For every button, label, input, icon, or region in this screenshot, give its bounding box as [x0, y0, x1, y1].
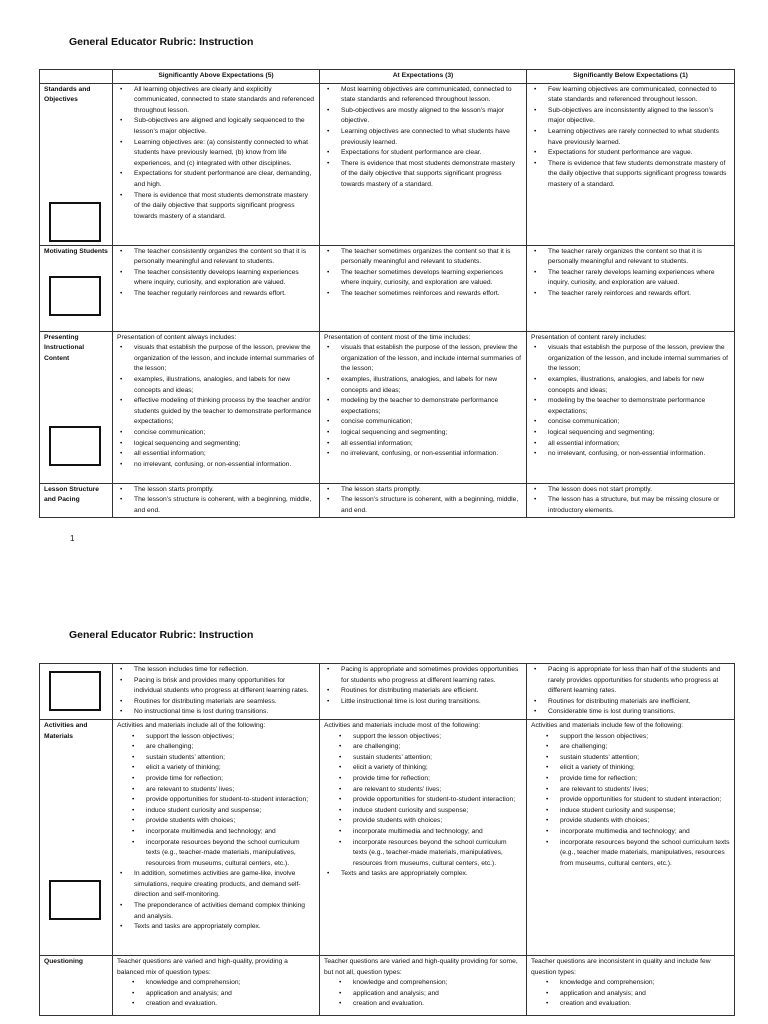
list-item: • The teacher consistently develops learning experiences where inquiry, curiosity, and exploration are valued.	[134, 268, 315, 289]
list-item: • are relevant to students’ lives;	[560, 785, 730, 796]
cell-below	[527, 664, 735, 720]
cell-intro: Presentation of content most of the time includes:	[324, 333, 471, 341]
cell-above	[113, 955, 320, 1015]
list-item: • logical sequencing and segmenting;	[341, 428, 522, 439]
score-box[interactable]	[49, 426, 101, 466]
cell-intro: Presentation of content always includes:	[117, 333, 237, 341]
list-item: • incorporate multimedia and technology; and	[560, 827, 730, 838]
list-item: • examples, illustrations, analogies, and labels for new concepts and ideas;	[548, 375, 730, 396]
list-item: • concise communication;	[341, 417, 522, 428]
cell-above	[113, 483, 320, 518]
page-title: General Educator Rubric: Instruction	[69, 36, 254, 48]
list-item: • The preponderance of activities demand complex thinking and analysis.	[134, 901, 315, 922]
cell-intro: Activities and materials include few of the following:	[531, 721, 684, 729]
list-item: • knowledge and comprehension;	[353, 978, 522, 989]
list-item: • sustain students’ attention;	[353, 753, 522, 764]
page-title: General Educator Rubric: Instruction	[69, 629, 254, 641]
list-item: • Little instructional time is lost during transitions.	[341, 697, 522, 708]
list-item: • The lesson starts promptly.	[341, 485, 522, 496]
list-item: • visuals that establish the purpose of the lesson, preview the organization of the lesson, and include internal summaries of the lesson;	[548, 343, 730, 375]
header-at: At Expectations (3)	[320, 70, 527, 84]
row-label	[40, 331, 113, 483]
list-item: • are challenging;	[353, 742, 522, 753]
list-item: • The teacher sometimes reinforces and rewards effort.	[341, 289, 522, 300]
list-item: • Pacing is brisk and provides many opportunities for individual students who progress at different learning rates.	[134, 676, 315, 697]
list-item: • In addition, sometimes activities are game-like, involve simulations, require creating products, and demand self-direction and self-monitoring.	[134, 869, 315, 901]
list-item: • The teacher rarely organizes the content so that it is personally meaningful and relevant to students.	[548, 247, 730, 268]
list-item: • no irrelevant, confusing, or non-essential information.	[134, 460, 315, 471]
list-item: • Learning objectives are connected to what students have previously learned.	[341, 127, 522, 148]
list-item: • support the lesson objectives;	[353, 732, 522, 743]
list-item: • Routines for distributing materials are seamless.	[134, 697, 315, 708]
list-item: • The lesson does not start promptly.	[548, 485, 730, 496]
row-label-text: Lesson Structure and Pacing	[44, 485, 99, 504]
score-box[interactable]	[49, 671, 101, 711]
list-item: • The teacher rarely develops learning experiences where inquiry, curiosity, and exploration are valued.	[548, 268, 730, 289]
rubric-table	[39, 663, 735, 1016]
list-item: • Expectations for student performance are clear, demanding, and high.	[134, 169, 315, 190]
table-row	[40, 483, 735, 518]
list-item: • provide students with choices;	[353, 816, 522, 827]
list-item: • Routines for distributing materials are inefficient.	[548, 697, 730, 708]
row-label-text: Motivating Students	[44, 247, 108, 255]
list-item: • Considerable time is lost during transitions.	[548, 707, 730, 718]
row-label	[40, 483, 113, 518]
list-item: • concise communication;	[134, 428, 315, 439]
cell-at	[320, 331, 527, 483]
cell-above	[113, 664, 320, 720]
row-label	[40, 719, 113, 955]
list-item: • visuals that establish the purpose of the lesson, preview the organization of the lesson, and include internal summaries of the lesson;	[134, 343, 315, 375]
list-item: • Routines for distributing materials are efficient.	[341, 686, 522, 697]
list-item: • Sub-objectives are inconsistently aligned to the lesson’s major objective.	[548, 106, 730, 127]
list-item: • support the lesson objectives;	[560, 732, 730, 743]
cell-at	[320, 83, 527, 245]
list-item: • knowledge and comprehension;	[560, 978, 730, 989]
list-item: • sustain students’ attention;	[146, 753, 315, 764]
list-item: • examples, illustrations, analogies, and labels for new concepts and ideas;	[134, 375, 315, 396]
list-item: • concise communication;	[548, 417, 730, 428]
table-row	[40, 331, 735, 483]
page-number: 1	[70, 534, 75, 543]
list-item: • provide time for reflection;	[353, 774, 522, 785]
score-box[interactable]	[49, 880, 101, 920]
cell-below	[527, 331, 735, 483]
table-row	[40, 245, 735, 331]
rubric-table	[39, 69, 735, 518]
cell-above	[113, 245, 320, 331]
list-item: • logical sequencing and segmenting;	[548, 428, 730, 439]
list-item: • provide opportunities for student-to-student interaction;	[353, 795, 522, 806]
list-item: • incorporate resources beyond the school curriculum texts (e.g., teacher-made materials, manipulatives, resources from museums, cultural centers, etc.).	[353, 838, 522, 870]
cell-intro: Activities and materials include most of the following:	[324, 721, 481, 729]
row-label-text: Questioning	[44, 957, 84, 965]
list-item: • creation and evaluation.	[560, 999, 730, 1010]
list-item: • provide students with choices;	[146, 816, 315, 827]
list-item: • Sub-objectives are aligned and logically sequenced to the lesson’s major objective.	[134, 116, 315, 137]
list-item: • Pacing is appropriate and sometimes provides opportunities for students who progress at different learning rates.	[341, 665, 522, 686]
list-item: • are challenging;	[560, 742, 730, 753]
list-item: • The teacher sometimes develops learning experiences where inquiry, curiosity, and exploration are valued.	[341, 268, 522, 289]
row-label	[40, 83, 113, 245]
list-item: • Expectations for student performance are clear.	[341, 148, 522, 159]
list-item: • induce student curiosity and suspense;	[146, 806, 315, 817]
list-item: • No instructional time is lost during transitions.	[134, 707, 315, 718]
list-item: • provide opportunities for student-to-student interaction;	[146, 795, 315, 806]
list-item: • are relevant to students’ lives;	[146, 785, 315, 796]
header-below: Significantly Below Expectations (1)	[527, 70, 735, 84]
list-item: • all essential information;	[548, 439, 730, 450]
cell-at	[320, 483, 527, 518]
list-item: • provide opportunities for student to student interaction;	[560, 795, 730, 806]
cell-below	[527, 483, 735, 518]
list-item: • provide time for reflection;	[146, 774, 315, 785]
cell-at	[320, 245, 527, 331]
list-item: • Learning objectives are rarely connected to what students have previously learned.	[548, 127, 730, 148]
list-item: • visuals that establish the purpose of the lesson, preview the organization of the lesson, and include internal summaries of the lesson;	[341, 343, 522, 375]
list-item: • The teacher regularly reinforces and rewards effort.	[134, 289, 315, 300]
list-item: • are challenging;	[146, 742, 315, 753]
list-item: • The lesson includes time for reflection.	[134, 665, 315, 676]
list-item: • There is evidence that few students demonstrate mastery of the daily objective that supports significant progress towards mastery of a standard.	[548, 159, 730, 191]
cell-intro: Teacher questions are varied and high-quality providing for some, but not all, question types:	[324, 957, 518, 976]
list-item: • The teacher consistently organizes the content so that it is personally meaningful and relevant to students.	[134, 247, 315, 268]
row-label-text: Activities and Materials	[44, 721, 88, 740]
list-item: • modeling by the teacher to demonstrate performance expectations;	[341, 396, 522, 417]
table-row	[40, 83, 735, 245]
list-item: • Texts and tasks are appropriately complex.	[341, 869, 522, 880]
table-row	[40, 719, 735, 955]
list-item: • sustain students’ attention;	[560, 753, 730, 764]
list-item: • The lesson has a structure, but may be missing closure or introductory elements.	[548, 495, 730, 516]
list-item: • The lesson’s structure is coherent, with a beginning, middle, and end.	[341, 495, 522, 516]
row-label	[40, 955, 113, 1015]
list-item: • The lesson starts promptly.	[134, 485, 315, 496]
list-item: • are relevant to students’ lives;	[353, 785, 522, 796]
list-item: • induce student curiosity and suspense;	[353, 806, 522, 817]
row-label	[40, 664, 113, 720]
list-item: • provide students with choices;	[560, 816, 730, 827]
row-label	[40, 245, 113, 331]
cell-intro: Presentation of content rarely includes:	[531, 333, 647, 341]
header-empty	[40, 70, 113, 84]
list-item: • Learning objectives are: (a) consistently connected to what students have previously learned, (b) know from life experiences, and (c) integrated with other disciplines.	[134, 138, 315, 170]
cell-above	[113, 719, 320, 955]
list-item: • logical sequencing and segmenting;	[134, 439, 315, 450]
cell-below	[527, 955, 735, 1015]
table-row	[40, 955, 735, 1015]
list-item: • application and analysis; and	[146, 989, 315, 1000]
list-item: • elicit a variety of thinking;	[146, 763, 315, 774]
list-item: • The teacher rarely reinforces and rewards effort.	[548, 289, 730, 300]
list-item: • support the lesson objectives;	[146, 732, 315, 743]
cell-at	[320, 664, 527, 720]
list-item: • creation and evaluation.	[353, 999, 522, 1010]
list-item: • application and analysis; and	[560, 989, 730, 1000]
list-item: • There is evidence that most students demonstrate mastery of the daily objective that supports significant progress towards mastery of a standard.	[341, 159, 522, 191]
list-item: • incorporate resources beyond the school curriculum texts (e.g., teacher-made materials, manipulatives, resources from museums, cultural centers, etc.).	[146, 838, 315, 870]
list-item: • incorporate multimedia and technology; and	[146, 827, 315, 838]
list-item: • incorporate multimedia and technology; and	[353, 827, 522, 838]
list-item: • Most learning objectives are communicated, connected to state standards and referenced throughout lesson.	[341, 85, 522, 106]
cell-intro: Teacher questions are inconsistent in quality and include few question types:	[531, 957, 711, 976]
list-item: • application and analysis; and	[353, 989, 522, 1000]
list-item: • modeling by the teacher to demonstrate performance expectations;	[548, 396, 730, 417]
cell-above	[113, 83, 320, 245]
list-item: • all essential information;	[134, 449, 315, 460]
score-box[interactable]	[49, 276, 101, 316]
list-item: • The lesson’s structure is coherent, with a beginning, middle, and end.	[134, 495, 315, 516]
cell-below	[527, 719, 735, 955]
list-item: • all essential information;	[341, 439, 522, 450]
list-item: • no irrelevant, confusing, or non-essential information.	[341, 449, 522, 460]
list-item: • induce student curiosity and suspense;	[560, 806, 730, 817]
list-item: • There is evidence that most students demonstrate mastery of the daily objective that supports significant progress towards mastery of a standard.	[134, 191, 315, 223]
list-item: • creation and evaluation.	[146, 999, 315, 1010]
score-box[interactable]	[49, 202, 101, 242]
header-above: Significantly Above Expectations (5)	[113, 70, 320, 84]
list-item: • elicit a variety of thinking;	[353, 763, 522, 774]
cell-intro: Activities and materials include all of the following:	[117, 721, 266, 729]
cell-below	[527, 245, 735, 331]
list-item: • no irrelevant, confusing, or non-essential information.	[548, 449, 730, 460]
list-item: • Sub-objectives are mostly aligned to the lesson’s major objective.	[341, 106, 522, 127]
list-item: • The teacher sometimes organizes the content so that it is personally meaningful and relevant to students.	[341, 247, 522, 268]
list-item: • Few learning objectives are communicated, connected to state standards and referenced throughout lesson.	[548, 85, 730, 106]
list-item: • incorporate resources beyond the school curriculum texts (e.g., teacher made materials, manipulatives, resources from museums, cultural centers, etc.).	[560, 838, 730, 870]
list-item: • examples, illustrations, analogies, and labels for new concepts and ideas;	[341, 375, 522, 396]
list-item: • provide time for reflection;	[560, 774, 730, 785]
table-row	[40, 664, 735, 720]
list-item: • elicit a variety of thinking;	[560, 763, 730, 774]
cell-below	[527, 83, 735, 245]
cell-intro: Teacher questions are varied and high-quality, providing a balanced mix of question types:	[117, 957, 288, 976]
row-label-text: Standards and Objectives	[44, 85, 91, 104]
cell-above	[113, 331, 320, 483]
list-item: • Expectations for student performance are vague.	[548, 148, 730, 159]
cell-at	[320, 955, 527, 1015]
row-label-text: Presenting Instructional Content	[44, 333, 85, 362]
list-item: • knowledge and comprehension;	[146, 978, 315, 989]
list-item: • Texts and tasks are appropriately complex.	[134, 922, 315, 933]
header-row	[40, 70, 735, 84]
list-item: • effective modeling of thinking process by the teacher and/or students guided by the teacher to demonstrate performance expectations;	[134, 396, 315, 428]
list-item: • All learning objectives are clearly and explicitly communicated, connected to state standards and referenced throughout lesson.	[134, 85, 315, 117]
list-item: • Pacing is appropriate for less than half of the students and rarely provides opportunities for students who progress at different learning rates.	[548, 665, 730, 697]
cell-at	[320, 719, 527, 955]
